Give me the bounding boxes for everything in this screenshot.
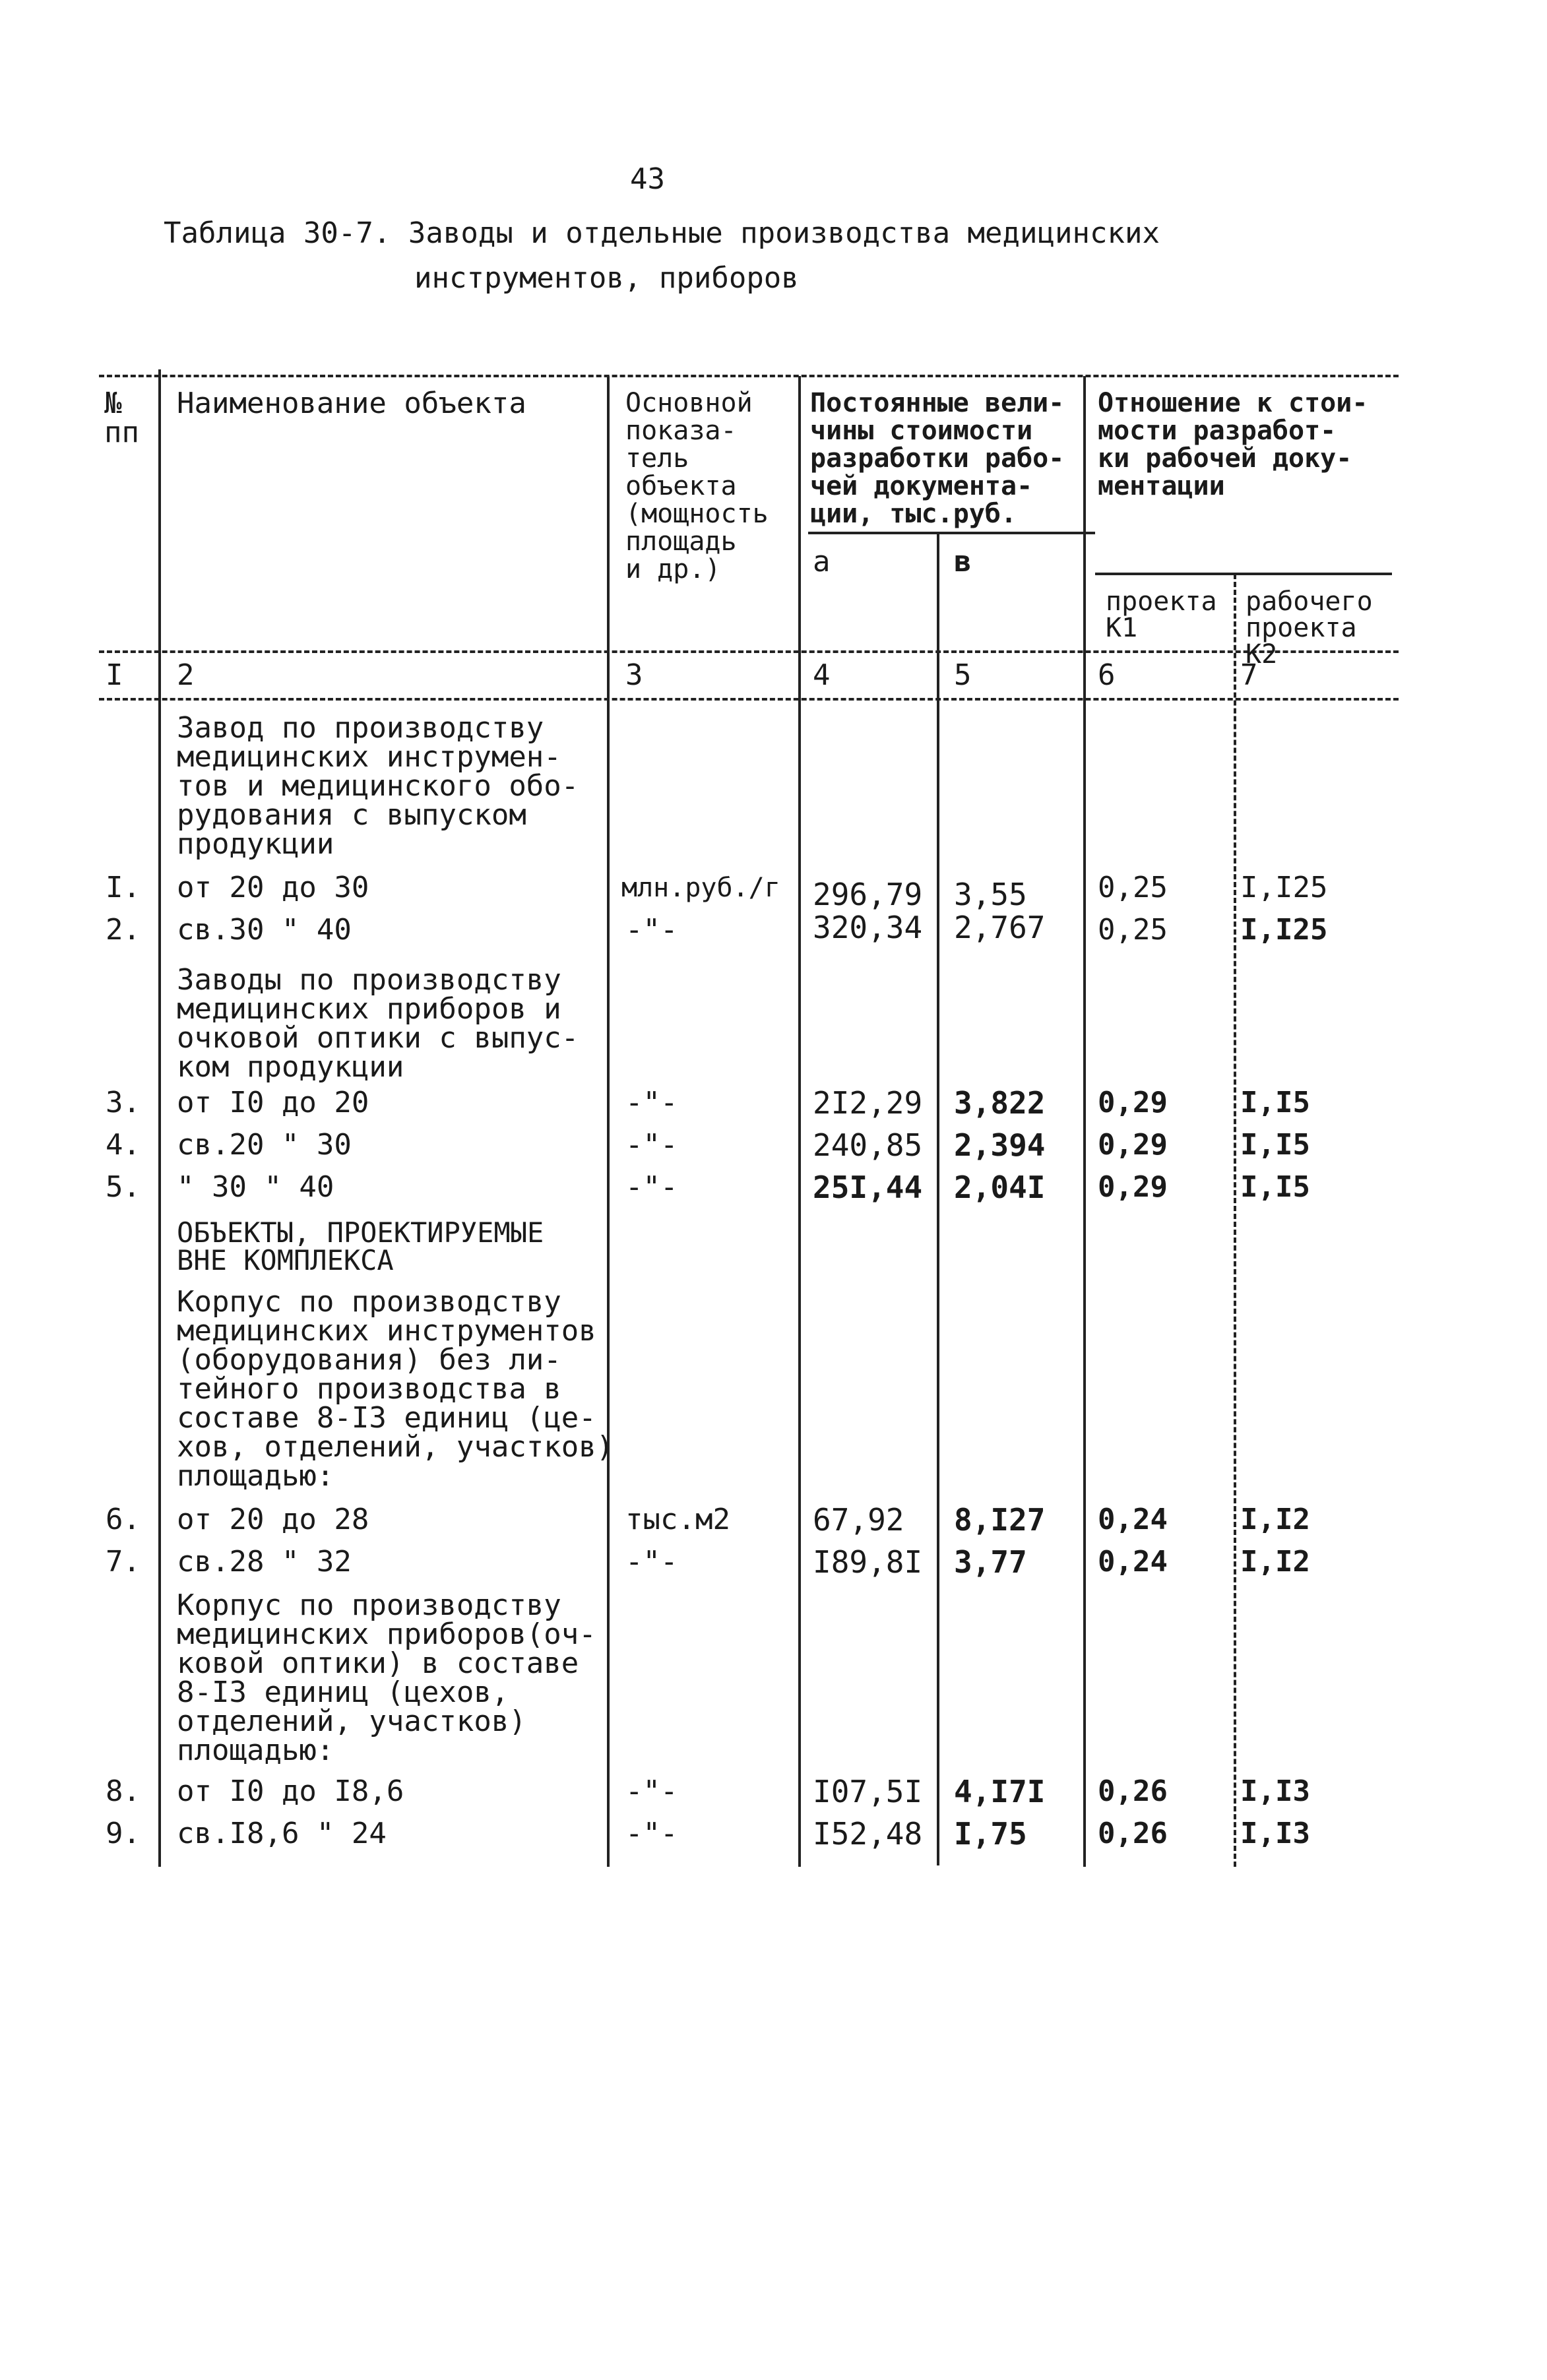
row-value-a: I89,8I: [813, 1544, 923, 1580]
row-value-k2: I,I5: [1240, 1128, 1310, 1162]
row-name: от 20 до 30: [177, 871, 369, 904]
table-top-rule: [99, 375, 1399, 377]
row-value-a: 2I2,29: [813, 1085, 923, 1121]
row-value-k2: I,I3: [1240, 1817, 1310, 1850]
header-bottom-rule: [99, 650, 1399, 653]
table-title: Таблица 30-7. Заводы и отдельные производства медицинских: [164, 216, 1160, 250]
table-subtitle: инструментов, приборов: [414, 261, 799, 295]
page-number: 43: [630, 162, 665, 196]
row-value-k2: I,I2: [1240, 1545, 1310, 1579]
row-name: св.I8,6 " 24: [177, 1817, 387, 1850]
row-number: 3.: [106, 1086, 141, 1119]
row-indicator: -"-: [625, 913, 678, 947]
row-value-a: 25I,44: [813, 1170, 923, 1205]
row-name: от 20 до 28: [177, 1503, 369, 1536]
col-divider-b: [1083, 376, 1086, 1867]
header-const: Постоянные вели- чины стоимости разработки рабо- чей документа- ции, тыс.руб.: [810, 388, 1065, 529]
row-value-k2: I,I2: [1240, 1503, 1310, 1536]
row-value-k2: I,I25: [1240, 871, 1328, 904]
header-name: Наименование объекта: [177, 387, 526, 420]
col-number-6: 6: [1098, 658, 1116, 692]
row-value-k1: 0,25: [1098, 871, 1168, 904]
col-numbers-rule: [99, 698, 1399, 701]
section-heading: Завод по производству медицинских инструмен- тов и медицинского обо- рудования с выпуском продукции: [177, 711, 579, 861]
row-indicator: -"-: [625, 1128, 678, 1162]
row-value-k2: I,I25: [1240, 913, 1328, 947]
row-number: 7.: [106, 1545, 141, 1579]
row-value-k1: 0,24: [1098, 1545, 1168, 1579]
col-number-5: 5: [954, 658, 972, 692]
row-value-b: 8,I27: [954, 1502, 1046, 1538]
ratio-header-rule: [1095, 573, 1392, 575]
row-value-k1: 0,26: [1098, 1817, 1168, 1850]
row-name: св.20 " 30: [177, 1128, 352, 1162]
row-value-b: 3,77: [954, 1544, 1027, 1580]
section-heading: Корпус по производству медицинских инструментов (оборудования) без ли- тейного производства в составе 8-I3 единиц (це- хов, отделений, участков) площадью:: [177, 1285, 614, 1493]
section-heading: Заводы по производству медицинских приборов и очковой оптики с выпус- ком продукции: [177, 963, 579, 1084]
row-number: 9.: [106, 1817, 141, 1850]
const-header-rule: [808, 532, 1095, 534]
row-value-a: 67,92: [813, 1502, 904, 1538]
row-value-k1: 0,24: [1098, 1503, 1168, 1536]
row-name: св.28 " 32: [177, 1545, 352, 1579]
row-value-b: 2,767: [954, 910, 1046, 945]
row-value-k1: 0,25: [1098, 913, 1168, 947]
row-name: от I0 до I8,6: [177, 1774, 404, 1808]
row-value-a: 320,34: [813, 910, 923, 945]
row-value-k1: 0,29: [1098, 1128, 1168, 1162]
row-value-a: I52,48: [813, 1816, 923, 1852]
col-number-1: I: [106, 658, 123, 692]
col-number-3: 3: [625, 658, 643, 692]
header-num: № пп: [104, 387, 139, 449]
row-value-b: 3,55: [954, 877, 1027, 912]
row-value-k2: I,I5: [1240, 1170, 1310, 1204]
row-indicator: -"-: [625, 1817, 678, 1850]
row-value-a: I07,5I: [813, 1774, 923, 1809]
row-indicator: -"-: [625, 1086, 678, 1119]
row-name: св.30 " 40: [177, 913, 352, 947]
row-indicator: -"-: [625, 1170, 678, 1204]
header-indicator: Основной показа- тель объекта (мощность площадь и др.): [625, 388, 769, 584]
row-value-b: 2,394: [954, 1127, 1046, 1163]
row-indicator: -"-: [625, 1545, 678, 1579]
header-ratio-k1: проекта К1: [1106, 586, 1217, 643]
col-divider-indicator: [798, 376, 801, 1867]
col-divider-num: [158, 369, 161, 1867]
col-divider-name: [607, 376, 610, 1867]
row-name: от I0 до 20: [177, 1086, 369, 1119]
row-value-b: 3,822: [954, 1085, 1046, 1121]
col-number-2: 2: [177, 658, 195, 692]
col-divider-a: [937, 533, 939, 1865]
col-divider-k1: [1234, 574, 1236, 1867]
row-number: 6.: [106, 1503, 141, 1536]
row-value-k2: I,I3: [1240, 1774, 1310, 1808]
row-value-b: 4,I7I: [954, 1774, 1046, 1809]
row-value-a: 296,79: [813, 877, 923, 912]
row-number: 8.: [106, 1774, 141, 1808]
row-value-k1: 0,26: [1098, 1774, 1168, 1808]
row-indicator: -"-: [625, 1774, 678, 1808]
row-number: 2.: [106, 913, 141, 947]
section-heading: ОБЪЕКТЫ, ПРОЕКТИРУЕМЫЕ ВНЕ КОМПЛЕКСА: [177, 1216, 544, 1276]
row-name: " 30 " 40: [177, 1170, 334, 1204]
row-indicator: тыс.м2: [625, 1503, 730, 1536]
row-value-k1: 0,29: [1098, 1170, 1168, 1204]
row-value-k2: I,I5: [1240, 1086, 1310, 1119]
row-number: 4.: [106, 1128, 141, 1162]
header-ratio-k2: рабочего проекта К2: [1246, 586, 1373, 670]
header-ratio: Отношение к стои- мости разработ- ки рабочей доку- ментации: [1098, 388, 1368, 501]
col-number-7: 7: [1240, 658, 1258, 692]
row-number: I.: [106, 871, 141, 904]
header-const-b: в: [954, 545, 972, 579]
row-value-b: 2,04I: [954, 1170, 1046, 1205]
row-indicator: млн.руб./г: [621, 873, 780, 903]
row-value-k1: 0,29: [1098, 1086, 1168, 1119]
row-number: 5.: [106, 1170, 141, 1204]
section-heading: Корпус по производству медицинских приборов(оч- ковой оптики) в составе 8-I3 единиц (цехов, отделений, участков) площадью:: [177, 1588, 596, 1767]
row-value-a: 240,85: [813, 1127, 923, 1163]
header-const-a: а: [813, 545, 831, 579]
col-number-4: 4: [813, 658, 831, 692]
row-value-b: I,75: [954, 1816, 1027, 1852]
